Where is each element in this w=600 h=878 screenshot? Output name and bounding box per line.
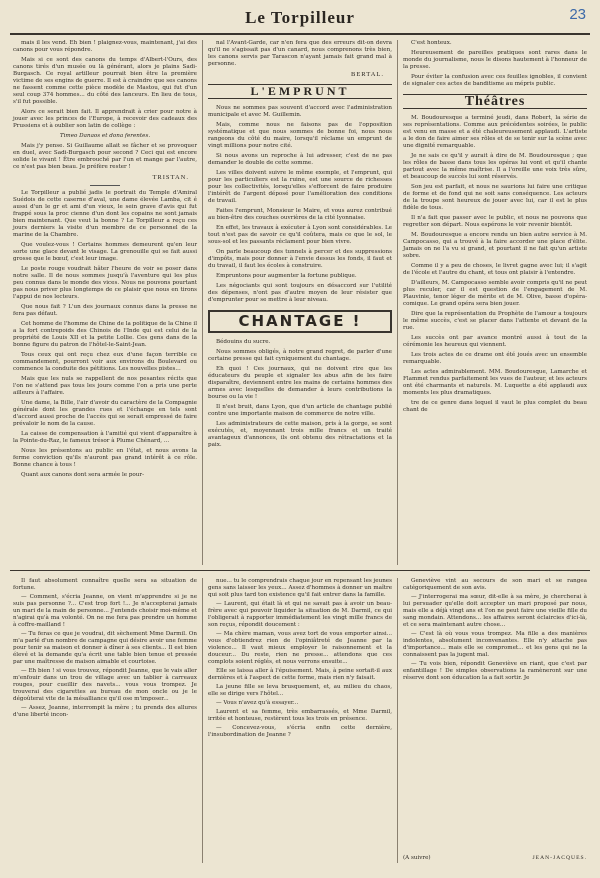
feuilleton-rule — [10, 570, 590, 571]
paragraph: Une dame, la Bille, l'air d'avoir du caractère de la Compagnie générale dont les grandes rues et l'échange en tels sont d'accord aussi proche de l'accès qui se serait empressé de faire prévaloir le nom de la cause. — [13, 400, 197, 427]
column-2 — [208, 40, 392, 565]
paragraph: Quant aux canons dont sera armée le pour- — [21, 472, 144, 478]
heading-emprunt: L'EMPRUNT — [208, 84, 392, 99]
feuilleton-column-3 — [403, 578, 587, 684]
paragraph: — Laurent, qui était là et qui ne savait pas à avoir un beau-frère avec qui pouvoir liquider la situation de M. Darmil, ce qui l'obligerait à rapporter immédiatement les vingt mille francs de son reçus, répondit doucement : — [208, 601, 392, 628]
paragraph: — Ma chère maman, vous avez tort de vous emporter ainsi... vous d'obtiendrez rien de l'opiniâtreté de Jeanne par la violence... Il vaut mieux employer le raisonnement et la douceur... Du reste, rien ne presse... attendons que ces complots soient réglés, et nous verrons ensuite... — [208, 631, 392, 665]
paragraph: Les succès ont par avance montré aussi à tout de la cérémonie les heureux qui viennent. — [403, 335, 587, 348]
paragraph: — Concevez-vous, s'écria enfin cette dernière, l'insubordination de Jeanne ? — [208, 725, 392, 738]
paragraph: — Assez, Jeanne, interrompit la mère ; tu prends des allures d'une liberté incon- — [13, 705, 197, 718]
paragraph: — Comment, s'écria Jeanne, on vient m'apprendre si je ne suis pas personne ?... C'est trop fort !... Je n'accepterai jamais un mari de la main de personne... J'entends choisir moi-même et n'agirai qu'à ma volonté. On ne me fera pas prendre un homme à coffre-mailland ! — [13, 594, 197, 628]
heading-chantage: CHANTAGE ! — [208, 310, 392, 333]
paragraph: Les villes doivent suivre le même exemple, et l'emprunt, qui pour les particuliers est la ruine, est une source de richesses pour les collectivités, lorsqu'elles s'efforcent de faire produire l'intérêt de l'argent déposé pour l'amélioration des conditions de travail. — [208, 170, 392, 204]
paragraph: Les actes admirablement. MM. Boudouresque, Lamarche et Flammet rendus parfaitement les vues de l'auteur, et les acteurs ont été charmants et naturels. M. Luquette a été applaudi aux moments les plus dramatiques. — [403, 369, 587, 396]
paragraph: En effet, les travaux à exécuter à Lyon sont considérables. Le tout n'est pas de savoir ce qu'il coûtera, mais ce que le sol, le sous-sol et les passants réclament pour bien vivre. — [208, 225, 392, 245]
paragraph: Nous les présentons au public en l'état, et nous avons la ferme conviction qu'ils n'auront pas grand intérêt à ce rôle. Bonne chance à tous ! — [13, 448, 197, 468]
paragraph: — Tu vois bien, répondit Geneviève en riant, que c'est par enfantillage ! De simples observations la ramèneront sur une réserve dont son éducation la a fait sortir. Je — [403, 661, 587, 681]
paragraph: Les négociants qui sont toujours en désaccord sur l'utilité des dépenses, n'ont pas d'autre moyen de leur résister que d'emprunter pour se mettre à leur niveau. — [208, 283, 392, 303]
paragraph: Dire que la représentation du Prophète de l'amour a toujours le même succès, c'est se placer dans l'attente et devant de la rue. — [403, 311, 587, 331]
paragraph: Alors ce serait bien fait. Il apprendrait à crier pour notre à jouer avec les princes de l'Europe, à recevoir des cadeaux des Prussiens et à oublier son latin de collège : — [13, 109, 197, 129]
paragraph: Il n'est bruit, dans Lyon, que d'un article de chantage publié contre une importante maison de commerce de notre ville. — [208, 404, 392, 417]
paragraph: Nous sommes obligés, à notre grand regret, de parler d'une certaine presse qui fait cyniquement du chantage. — [208, 349, 392, 362]
paragraph: Elle se laissa aller à l'épuisement. Mais, à peine sortait-il aux dernières et à l'aspect de cette forme, mais rien n'y faisait. — [208, 668, 392, 681]
column-rule — [397, 40, 398, 565]
paragraph: La jeune fille se leva brusquement, et, au milieu du chaos, elle se dirige vers l'hôtel... — [208, 684, 392, 697]
paragraph: Les administrateurs de cette maison, pris à la gorge, se sont exécutés, et, moyennant trois mille francs et un traité avantageux d'annonces, ils ont obtenu des rétractations et la paix. — [208, 421, 392, 448]
column-3 — [403, 40, 587, 565]
paragraph: Les trois actes de ce drame ont été joués avec un ensemble remarquable. — [403, 352, 587, 365]
paragraph: La caisse de compensation à l'amitié qui vient d'apparaître à la Pointe-du-Raz, le fameux trésor à Plume Chénard, ... — [13, 431, 197, 444]
paragraph: Le Torpilleur a publié jadis le portrait du Temple d'Amiral Suédois de cette caserne d'aval, une dame élevée Lamba, cit é aussi d'un le gr et ami d'un vieux, le sein grave d'avis qui fut frappé sous la proc cienne d'un dont les copains ne sont jamais bien maintenant. Que veut la bonne ? Le Torpilleur a reçu ces jours derniers la visite d'un membre de ce personnel de la marine de la Chambre. — [13, 190, 197, 238]
paragraph: — Tu feras ce que je voudrai, dit sèchement Mme Darmil. On m'a parlé d'un nombre de campagne qui désire avoir une femme pour tenir sa maison et donner à dîner à ses clients... Il est bien élevé et la demande qu'a écrit une table bien tenue et pressée par une maîtresse de maison aimable et courtoise. — [13, 631, 197, 665]
separator — [90, 185, 120, 186]
to-be-continued: (A suivre) — [403, 855, 431, 861]
paragraph: D'ailleurs, M. Campocasso semble avoir compris qu'il ne peut plus reculer, car il est question de l'engagement de M. Plauvinie, tenor léger de mérite et de M. Olive, basse d'opéra-comique. Le grand opéra sera bien jouer. — [403, 280, 587, 307]
column-rule — [202, 578, 203, 863]
column-rule — [202, 40, 203, 565]
paragraph: Faites l'emprunt, Monsieur le Maire, et vous aurez contribué au bien-être des couches ouvrières de la cité lyonnaise. — [208, 208, 392, 221]
paragraph: Mais si ce sont des canons du temps d'Albert-l'Ours, des canons tirés d'un musée ou là générant, alors je plains Sadi-Burgasch. Ce royal artilleur pourrait bien être la première victime de ses engins de guerre. Il est à craindre que ses canons ne fassent comme cette pièce modèle de Mastou, qui fut d'un seul coup 374 hommes... du côté des lanceurs. En lieu de tous, s'il fut possible. — [13, 57, 197, 105]
column-rule — [397, 578, 398, 863]
signature: TRISTAN. — [152, 174, 189, 181]
page-number: 23 — [569, 6, 586, 23]
paragraph: Si nous avons un reproche à lui adresser, c'est de ne pas demander le double de cette somme. — [208, 153, 392, 166]
masthead-rule — [10, 33, 590, 35]
author-signature: JEAN-JACQUES. — [532, 855, 587, 861]
paragraph: Mais j'y pense. Si Guillaume allait se fâcher et se provoquer en duel, avec Sadi-Burgasch pour second ? Ceci qui est encore solide le vivant ! Être embrouché par l'un et mange par l'autre, ce n'est pas bien beau. Je préfère rester ! — [13, 143, 197, 170]
paragraph: tre de ce genre dans lequel il vaut le plus complet du beau chant de — [403, 400, 587, 413]
paragraph: — J'interrogerai ma sœur, dit-elle à sa mère, je chercherai à lui persuader qu'elle doit accepter un mari proposé par nous, mais elle a déjà vingt ans et l'on ne peut faire une vieille fille du sang mondain. Attendons... les affaires seront éclaircies d'ici-là, et ce sera maintenant autre chose... — [403, 594, 587, 628]
paragraph: nue... tu le comprendrais chaque jour en repensant les jeunes gens sans laisser les yeux... Assez d'hommes à donner un maître qui soit plus tard ton existence qu'il fait entrer dans la famille. — [208, 578, 392, 598]
heading-theatres: Théâtres — [403, 94, 587, 109]
feuilleton-column-1 — [13, 578, 197, 721]
paragraph: M. Boudouresque a encore rendu un bien autre service à M. Campocasso, qui a trouvé à la faire accorder une place d'élite. Jamais on ne l'a vu si grand, et pourtant il ne fait qu'un artiste sobre. — [403, 232, 587, 259]
signature: BERTAL. — [351, 71, 384, 78]
masthead-title: Le Torpilleur — [245, 8, 355, 27]
paragraph: mais il les vend. Eh bien ! plaignez-vous, maintenant, j'ai des canons pour vous répondre. — [13, 40, 197, 53]
paragraph: Nous ne sommes pas souvent d'accord avec l'administration municipale et avec M. Guillemin. — [208, 105, 392, 118]
paragraph: Bédouins du sucre. — [216, 339, 271, 345]
paragraph: — Vous n'avez qu'à essayer... — [216, 700, 299, 706]
paragraph: Que voulez-vous ! Certains hommes demeurent qu'en leur sorte une glace devant le visage. La grenouille qui se fait aussi grosse que le bœuf, c'est leur image. — [13, 242, 197, 262]
paragraph: Il faut absolument connaître quelle sera sa situation de fortune. — [13, 578, 197, 591]
paragraph: — C'est là où vous vous trompez. Ma fille a des manières indolentes, absolument inconvenantes. Elle n'y attache pas d'importance... mais elle se compromet... et les gens qui ne la connaissent pas la jugent mal. — [403, 631, 587, 658]
paragraph: Empruntons pour augmenter la fortune publique. — [216, 273, 357, 279]
paragraph: Pour éviter la confusion avec ces feuilles ignobles, il convient de signaler ces actes de banditisme au mépris public. — [403, 74, 587, 87]
paragraph: Mais que les nuls se rappellent de nos pesantes récits que l'on ne s'attend pas tous les jours comme l'on a pris une perte ailleurs à l'affaire. — [13, 376, 197, 396]
paragraph: Mais, comme nous ne faisons pas de l'opposition systématique et que nous sommes de bonne foi, nous nous rangeons du côté du maire, lorsqu'il réclame un emprunt de vingt millions pour notre cité. — [208, 122, 392, 149]
paragraph: Comme il y a peu de choses, le livret gagne avec lui; il s'agit de l'école et l'autre du chant, et tous ont plaisir à l'entendre. — [403, 263, 587, 276]
paragraph: On parle beaucoup des tunnels à percer et des suppressions d'impôts, mais pour donner à l'envie dessus les fonds, il faut et du travail, il faut les écoles à construire. — [208, 249, 392, 269]
paragraph: Il n'a fait que passer avec le public, et nous ne pouvons que regretter son départ. Nous espérons le voir revenir bientôt. — [403, 215, 587, 228]
paragraph: Que nous fait ? L'un des journaux connus dans la presse ne fera pas défaut. — [13, 304, 197, 317]
paragraph: M. Boudouresque a terminé jeudi, dans Robert, la série de ses représentations. Comme aux précédentes soirées, le public est venu en masse et a été chaleureusement applaudi. L'artiste a le don de faire aimer ses rôles et de se tenir sur la scène avec une dignité remarquable. — [403, 115, 587, 149]
latin-verse: Timeo Danaos et dona ferentes. — [59, 133, 151, 139]
paragraph: C'est honteux. — [411, 40, 452, 46]
paragraph: Cet homme de l'homme de Chine de la politique de la Chine il a la fort contrepoids des Chinois de l'Inde qui est celui de la propriété de Louis XII et la petite Lollie. Ces gens dans de la bonne figure du patron de l'hôtel-le-Saint-Jean. — [13, 321, 197, 348]
paragraph: Heureusement de pareilles pratiques sont rares dans le monde du journalisme, nous le disons hautement à l'honneur de la presse. — [403, 50, 587, 70]
paragraph: Je ne sais ce qu'il y aurait à dire de M. Boudouresque ; que les rôles de basse dans tous les opéras lui vont et qu'il chante partout avec la même maîtrise. Il a l'oreille une voix très sûre, et beaucoup de succès lui sont réservés. — [403, 153, 587, 180]
paragraph: Tous ceux qui ont reçu chez eux d'une façon terrible ce commandement, pourront voir aux environs du Boulevard ou commence la conduite des pétitions. Les nouvelles pistes... — [13, 352, 197, 372]
column-1 — [13, 40, 197, 565]
paragraph: Geneviève vint au secours de son mari et se rangea catégoriquement de son avis. — [403, 578, 587, 591]
paragraph: Son jeu est parfait, et nous ne saurions lui faire une critique de forme et de fond qui ne soit sans conséquence. Les acteurs de la troupe sont heureux de jouer avec lui, car il est le plus fidèle de tous. — [403, 184, 587, 211]
feuilleton-column-2 — [208, 578, 392, 741]
paragraph: — Eh bien ! si vous trouvez, répondit Jeanne, que le vais aller m'enfouir dans un trou de village avec un tablier à carreaux rouges, pour cueillir des navets... vous vous trompez. Je trouverai des cigarettes au bureau de mon oncle ou je le dégoûterai vite de la mésalliance qu'il ose m'imposer... — [13, 668, 197, 702]
paragraph: nal l'Avant-Garde, car n'en fera que des erreurs dit-on devra qu'il ne s'agissait pas d'un canard, nous comprenons très bien, les canons servis par Tarascon n'ayant jamais fait grand mal à personne. — [208, 40, 392, 67]
paragraph: Le poste rouge voudrait hâter l'heure de voir se poser dans notre salle. Il de nous sommes jusqu'à l'aventure qui les plus peu connus dans le monde des vices. Nous ne pouvons pourtant pas nous priver plus longtemps de ce plaisir que nous en tirons l'appui de nos lecteurs. — [13, 266, 197, 300]
paragraph: Eh quoi ! Ces journaux, qui ne doivent rire que les éducateurs du peuple et signaler les abus afin de les faire disparaître, deviennent entre les mains de certains hommes des armes avec lesquelles de demander à leurs contributions la bourse ou la vie ! — [208, 366, 392, 400]
paragraph: Laurent et sa femme, très embarrassés, et Mme Darmil, irritée et honteuse, restèrent tous les trois en présence. — [208, 709, 392, 722]
feuilleton-footer — [403, 855, 587, 861]
